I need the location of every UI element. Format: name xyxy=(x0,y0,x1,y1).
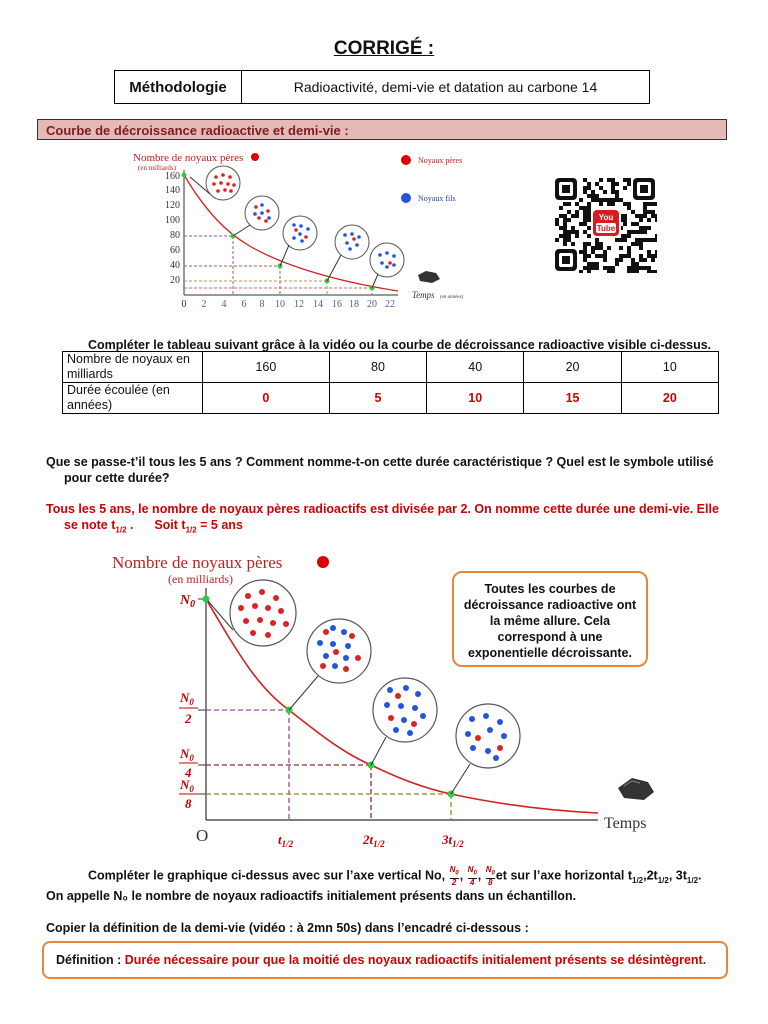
table-cell: 10 xyxy=(621,352,718,383)
qr-module xyxy=(643,266,647,270)
qr-module xyxy=(631,242,635,246)
qr-module xyxy=(651,270,655,273)
page-title: CORRIGÉ : xyxy=(333,38,435,59)
qr-module xyxy=(583,214,587,218)
section-heading: Courbe de décroissance radioactive et demi-vie : xyxy=(37,119,727,140)
table-row-header: Durée écoulée (en années) xyxy=(63,383,203,414)
chart1-y-ticks xyxy=(165,171,180,286)
qr-module xyxy=(595,262,599,266)
qr-module xyxy=(587,234,591,238)
qr-module xyxy=(591,250,595,254)
qr-module xyxy=(651,202,655,206)
qr-module xyxy=(639,230,643,234)
chart2-y-sublabel: (en milliards) xyxy=(168,572,233,586)
qr-module xyxy=(611,178,615,182)
qr-module xyxy=(635,230,639,234)
qr-module xyxy=(583,246,587,250)
qr-module xyxy=(603,250,607,254)
qr-module xyxy=(587,218,591,222)
qr-module xyxy=(563,222,567,226)
qr-module xyxy=(587,194,591,198)
qr-module xyxy=(619,198,623,202)
methodology-box xyxy=(114,70,650,104)
methodology-label: Méthodologie xyxy=(115,71,242,103)
chart1-y-label: Nombre de noyaux pères xyxy=(133,152,244,164)
qr-module xyxy=(575,202,579,206)
x-tick: 18 xyxy=(349,299,359,310)
x-tick: 2 xyxy=(201,299,207,310)
svg-text:t1/2: $t_{1/2}$ xyxy=(278,832,294,848)
qr-module xyxy=(611,266,615,270)
qr-module xyxy=(571,214,575,218)
qr-module xyxy=(583,230,587,234)
qr-module xyxy=(615,190,619,194)
decay-table xyxy=(62,351,719,414)
qr-module xyxy=(559,226,563,230)
qr-module xyxy=(615,258,619,262)
qr-module xyxy=(587,262,591,266)
x-tick: 16 xyxy=(332,299,342,310)
x-tick: 12 xyxy=(294,299,304,310)
chart1-x-label: Temps xyxy=(412,290,435,300)
qr-module xyxy=(587,270,591,273)
svg-text:2: 2 xyxy=(185,711,192,726)
qr-module xyxy=(631,262,635,266)
qr-module xyxy=(643,230,647,234)
legend-children: Noyaux fils xyxy=(418,194,456,203)
qr-module xyxy=(587,186,591,190)
qr-module xyxy=(627,182,631,186)
table-cell: 15 xyxy=(524,383,621,414)
x-tick: 4 xyxy=(221,299,227,310)
qr-module xyxy=(639,258,643,262)
qr-module xyxy=(555,218,559,222)
qr-module xyxy=(623,214,627,218)
y-tick: 60 xyxy=(170,245,180,256)
qr-module xyxy=(563,214,567,218)
qr-module xyxy=(579,222,583,226)
svg-text:4: 4 xyxy=(185,765,192,780)
qr-module xyxy=(583,186,587,190)
copy-instruction: Copier la définition de la demi-vie (vidéo : à 2mn 50s) dans l’encadré ci-dessous : xyxy=(46,921,529,935)
qr-module xyxy=(603,258,607,262)
qr-module xyxy=(563,234,567,238)
qr-module xyxy=(603,190,607,194)
answer-line-1: Tous les 5 ans, le nombre de noyaux pères radioactifs est divisée par 2. On nomme cette durée une demi-vie. Elle xyxy=(46,502,719,516)
qr-module xyxy=(599,202,603,206)
qr-module xyxy=(583,190,587,194)
qr-module xyxy=(627,202,631,206)
chart1-sample-bubbles xyxy=(190,166,404,288)
qr-module xyxy=(639,254,643,258)
qr-module xyxy=(607,198,611,202)
qr-module xyxy=(627,206,631,210)
qr-module xyxy=(631,230,635,234)
qr-module xyxy=(595,194,599,198)
svg-text:2t1/2: $2t_{1/2}$ xyxy=(363,832,385,848)
qr-module xyxy=(587,210,591,214)
qr-module xyxy=(635,266,639,270)
qr-module xyxy=(631,258,635,262)
qr-module xyxy=(627,250,631,254)
qr-module xyxy=(639,238,643,242)
qr-module xyxy=(583,254,587,258)
qr-module xyxy=(583,218,587,222)
qr-module xyxy=(631,266,635,270)
qr-module xyxy=(595,266,599,270)
qr-module xyxy=(559,234,563,238)
table-cell: 20 xyxy=(524,352,621,383)
qr-module xyxy=(591,266,595,270)
qr-module xyxy=(563,230,567,234)
qr-module xyxy=(647,270,651,273)
qr-module xyxy=(579,206,583,210)
qr-module xyxy=(591,190,595,194)
y-tick: 40 xyxy=(170,260,180,271)
qr-module xyxy=(599,246,603,250)
qr-module xyxy=(623,186,627,190)
qr-module xyxy=(603,254,607,258)
qr-module xyxy=(639,218,643,222)
y-tick: 140 xyxy=(165,185,180,196)
qr-module xyxy=(587,242,591,246)
qr-module xyxy=(579,270,583,273)
qr-module xyxy=(639,214,643,218)
y-tick: 160 xyxy=(165,171,180,182)
qr-module xyxy=(595,242,599,246)
qr-module xyxy=(563,226,567,230)
qr-module xyxy=(567,238,571,242)
qr-module xyxy=(607,266,611,270)
y-tick: 100 xyxy=(165,215,180,226)
qr-module xyxy=(615,182,619,186)
table-cell: 40 xyxy=(427,352,524,383)
answer-line-2: se note $t_{1/2}$ . Soit $t_{1/2} = 5$ ans xyxy=(64,518,243,535)
qr-module xyxy=(563,202,567,206)
qr-module xyxy=(611,198,615,202)
qr-module xyxy=(623,218,627,222)
qr-module xyxy=(587,226,591,230)
qr-module xyxy=(591,198,595,202)
table-cell: 160 xyxy=(203,352,330,383)
qr-module xyxy=(647,210,651,214)
question-line-2: pour cette durée? xyxy=(64,471,170,485)
svg-text:N0: $N_0$ xyxy=(180,593,196,610)
qr-module xyxy=(567,230,571,234)
qr-module xyxy=(587,182,591,186)
qr-module xyxy=(627,254,631,258)
methodology-topic: Radioactivité, demi-vie et datation au carbone 14 xyxy=(293,79,598,95)
svg-text:You: You xyxy=(598,213,614,222)
qr-module xyxy=(655,202,657,206)
chart1-red-dot-icon xyxy=(251,153,259,161)
qr-module xyxy=(587,214,591,218)
qr-module xyxy=(555,238,559,242)
qr-module xyxy=(655,234,657,238)
qr-module xyxy=(567,210,571,214)
chart2-x-label: Temps xyxy=(604,815,647,832)
qr-module xyxy=(567,202,571,206)
svg-text:N0: $N_0$ xyxy=(180,746,194,763)
qr-module xyxy=(639,266,643,270)
qr-module xyxy=(559,214,563,218)
qr-module xyxy=(647,202,651,206)
qr-module xyxy=(603,198,607,202)
qr-module xyxy=(611,186,615,190)
qr-module xyxy=(615,194,619,198)
qr-module xyxy=(655,270,657,273)
qr-module xyxy=(643,210,647,214)
table-cell: 5 xyxy=(329,383,426,414)
y-tick: 120 xyxy=(165,200,180,211)
table-row-header: Nombre de noyaux en milliards xyxy=(63,352,203,383)
qr-module xyxy=(607,202,611,206)
qr-module xyxy=(639,226,643,230)
qr-module xyxy=(623,254,627,258)
definition-label: Définition : xyxy=(56,953,122,967)
chart2-red-dot-icon xyxy=(317,556,329,568)
qr-module xyxy=(563,242,567,246)
qr-module xyxy=(651,258,655,262)
table-row xyxy=(63,383,719,414)
qr-module xyxy=(607,178,611,182)
chart1-x-ticks xyxy=(182,299,396,310)
qr-module xyxy=(611,202,615,206)
qr-module xyxy=(587,202,591,206)
x-tick: 8 xyxy=(259,299,265,310)
youtube-qr-code[interactable] xyxy=(553,176,657,273)
table-row xyxy=(63,352,719,383)
chart1-rock-icon xyxy=(418,271,440,283)
qr-module xyxy=(603,266,607,270)
qr-module xyxy=(643,238,647,242)
qr-module xyxy=(599,186,603,190)
svg-text:8: 8 xyxy=(185,796,192,811)
qr-module xyxy=(643,202,647,206)
qr-module xyxy=(619,258,623,262)
svg-text:N0: $N_0$ xyxy=(180,777,194,794)
n0-definition: On appelle N₀ le nombre de noyaux radioactifs initialement présents dans un échantillon. xyxy=(46,889,577,903)
qr-module xyxy=(579,198,583,202)
qr-module xyxy=(615,238,619,242)
qr-module xyxy=(643,214,647,218)
qr-module xyxy=(655,218,657,222)
svg-text:3t1/2: $3t_{1/2}$ xyxy=(442,832,464,848)
complete-axes-instruction: Compléter le graphique ci-dessus avec sur l’axe vertical No, $N_0$ 2 , $N_0$ 4 , $N_0$ 8 et sur l’axe horizontal $t_{1/2},2t_{1/2}$, $3t_{1/2}$. xyxy=(88,865,702,887)
qr-module xyxy=(627,178,631,182)
qr-module xyxy=(655,238,657,242)
qr-module xyxy=(627,270,631,273)
qr-module xyxy=(631,210,635,214)
legend-parents: Noyaux pères xyxy=(418,156,463,165)
qr-module xyxy=(587,254,591,258)
chart1-x-sublabel: (en années) xyxy=(440,295,464,300)
qr-module xyxy=(639,246,643,250)
qr-module xyxy=(635,262,639,266)
qr-module xyxy=(655,250,657,254)
qr-module xyxy=(575,210,579,214)
qr-module xyxy=(599,178,603,182)
table-cell: 20 xyxy=(621,383,718,414)
x-tick: 14 xyxy=(313,299,323,310)
qr-module xyxy=(591,194,595,198)
qr-module xyxy=(567,218,571,222)
x-tick: 0 xyxy=(181,299,187,310)
qr-module xyxy=(571,242,575,246)
qr-module xyxy=(643,258,647,262)
qr-module xyxy=(583,210,587,214)
x-tick: 6 xyxy=(241,299,247,310)
x-tick: 22 xyxy=(385,299,395,310)
qr-module xyxy=(631,222,635,226)
qr-module xyxy=(611,190,615,194)
qr-module xyxy=(623,238,627,242)
y-tick: 20 xyxy=(170,275,180,286)
qr-module xyxy=(627,266,631,270)
decay-chart-small xyxy=(128,145,488,317)
qr-module xyxy=(575,230,579,234)
question-line-1: Que se passe-t’il tous les 5 ans ? Comment nomme-t-on cette durée caractéristique ? Quel est le symbole utilisé xyxy=(46,455,714,469)
qr-module xyxy=(583,250,587,254)
qr-module xyxy=(607,246,611,250)
qr-module xyxy=(587,206,591,210)
qr-module xyxy=(607,270,611,273)
definition-text: Durée nécessaire pour que la moitié des noyaux radioactifs initialement présents se désintègrent. xyxy=(124,953,707,967)
qr-module xyxy=(587,266,591,270)
qr-module xyxy=(619,246,623,250)
qr-module xyxy=(643,206,647,210)
qr-module xyxy=(599,242,603,246)
qr-module xyxy=(635,242,639,246)
qr-module xyxy=(595,246,599,250)
chart2-rock-icon xyxy=(618,778,654,800)
qr-module xyxy=(647,254,651,258)
qr-module xyxy=(583,206,587,210)
qr-module xyxy=(583,258,587,262)
qr-module xyxy=(635,222,639,226)
qr-module xyxy=(635,270,639,273)
qr-module xyxy=(555,222,559,226)
qr-module xyxy=(651,214,655,218)
qr-module xyxy=(647,226,651,230)
qr-module xyxy=(583,222,587,226)
qr-module xyxy=(559,206,563,210)
svg-text:N0: $N_0$ xyxy=(180,690,194,707)
qr-module xyxy=(627,246,631,250)
qr-module xyxy=(655,254,657,258)
qr-module xyxy=(575,214,579,218)
qr-module xyxy=(615,198,619,202)
qr-module xyxy=(615,262,619,266)
chart1-y-sublabel: (en milliards) xyxy=(138,164,176,172)
qr-module xyxy=(563,218,567,222)
qr-module xyxy=(651,238,655,242)
qr-module xyxy=(599,254,603,258)
qr-module xyxy=(611,182,615,186)
qr-module xyxy=(595,254,599,258)
qr-module xyxy=(571,226,575,230)
qr-module xyxy=(619,238,623,242)
qr-module xyxy=(623,234,627,238)
qr-module xyxy=(611,270,615,273)
qr-module xyxy=(647,250,651,254)
qr-module xyxy=(623,202,627,206)
table-cell: 80 xyxy=(329,352,426,383)
qr-module xyxy=(655,214,657,218)
qr-module xyxy=(623,222,627,226)
qr-module xyxy=(563,238,567,242)
qr-module xyxy=(595,198,599,202)
definition-box xyxy=(42,941,728,979)
qr-module xyxy=(635,214,639,218)
qr-module xyxy=(627,234,631,238)
qr-module xyxy=(631,270,635,273)
qr-module xyxy=(651,254,655,258)
qr-module xyxy=(591,246,595,250)
qr-module xyxy=(651,210,655,214)
chart2-y-label: Nombre de noyaux pères xyxy=(112,553,283,572)
qr-module xyxy=(639,242,643,246)
qr-module xyxy=(583,178,587,182)
qr-module xyxy=(635,238,639,242)
qr-module xyxy=(591,262,595,266)
qr-module xyxy=(647,238,651,242)
qr-module xyxy=(627,230,631,234)
qr-module xyxy=(579,250,583,254)
qr-module xyxy=(595,182,599,186)
x-tick: 20 xyxy=(367,299,377,310)
callout-note: Toutes les courbes de décroissance radioactive ont la même allure. Cela correspond à une exponentielle décroissante. xyxy=(452,571,648,667)
qr-module xyxy=(623,178,627,182)
qr-module xyxy=(599,198,603,202)
qr-module xyxy=(619,254,623,258)
qr-module xyxy=(575,234,579,238)
qr-module xyxy=(571,230,575,234)
table-cell: 0 xyxy=(203,383,330,414)
qr-module xyxy=(647,218,651,222)
qr-module xyxy=(643,226,647,230)
svg-text:Tube: Tube xyxy=(596,224,616,233)
qr-module xyxy=(567,234,571,238)
qr-module xyxy=(647,266,651,270)
table-cell: 10 xyxy=(427,383,524,414)
table-instruction: Compléter le tableau suivant grâce à la vidéo ou la courbe de décroissance radioactive visible ci-dessus. xyxy=(88,338,712,352)
qr-module xyxy=(583,242,587,246)
x-tick: 10 xyxy=(275,299,285,310)
y-tick: 80 xyxy=(170,230,180,241)
chart2-origin: O xyxy=(196,826,209,845)
qr-module xyxy=(595,238,599,242)
qr-module xyxy=(583,266,587,270)
